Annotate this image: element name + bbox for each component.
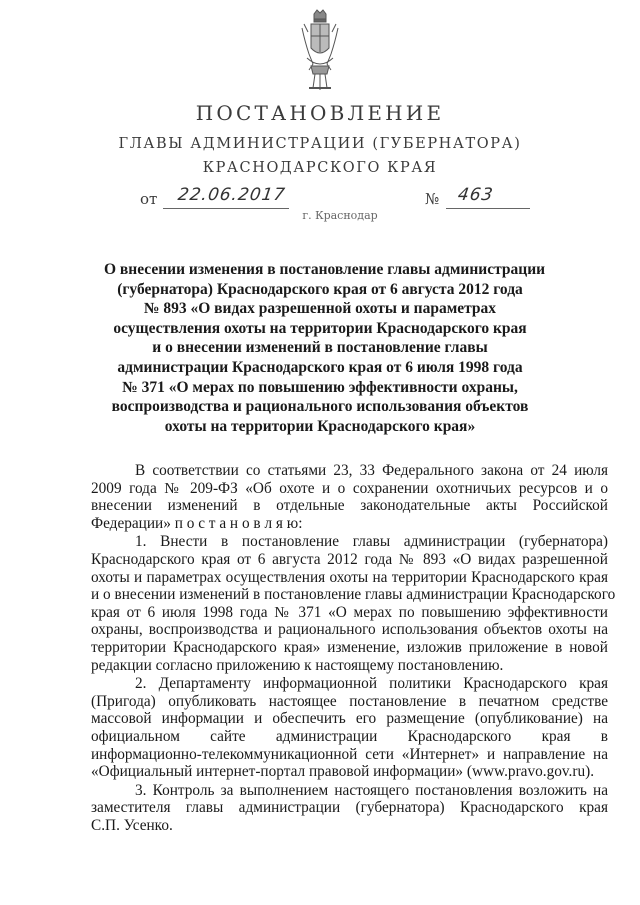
body-line: редакции согласно приложению к настоящему постановлению. (91, 656, 504, 674)
body-line: Федерации» п о с т а н о в л я ю: (91, 514, 303, 532)
body-line: 2. Департаменту информационной политики Краснодарского края (135, 675, 608, 693)
body-line: заместителя главы администрации (губернатора) Краснодарского края (91, 799, 608, 817)
document-body (91, 462, 616, 834)
body-line: территории Краснодарского края» изменение, изложив приложение в новой (91, 638, 608, 656)
body-line: В соответствии со статьями 23, 33 Федерального закона от 24 июля (135, 462, 608, 479)
title-line: осуществления охоты на территории Краснодарского края (113, 319, 527, 337)
title-line: и о внесении изменений в постановление главы (152, 339, 488, 357)
issuer-heading: ГЛАВЫ АДМИНИСТРАЦИИ (ГУБЕРНАТОРА) (118, 136, 522, 152)
number-label: № (425, 190, 440, 208)
body-line: края от 6 июля 1998 года № 371 «О мерах по повышению эффективности (91, 603, 608, 621)
body-line: 1. Внести в постановление главы администрации (губернатора) (135, 533, 608, 551)
body-line: 2009 года № 209-ФЗ «Об охоте и о сохранении охотничьих ресурсов и о (91, 479, 608, 497)
body-line: массовой информации и обеспечить его размещение (опубликование) на (91, 710, 608, 728)
body-line: информационно-телекоммуникационной сети «Интернет» и направление на (91, 745, 608, 763)
title-line: О внесении изменения в постановление главы администрации (104, 261, 546, 278)
title-line: № 893 «О видах разрешенной охоты и параметрах (143, 300, 497, 318)
body-line: охраны, воспроизводства и рационального использования объектов охоты на (91, 621, 608, 639)
title-line: (губернатора) Краснодарского края от 6 августа 2012 года (117, 280, 523, 298)
city-label: г. Краснодар (302, 209, 378, 222)
number-value: 463 (456, 185, 495, 205)
doc-type-heading: ПОСТАНОВЛЕНИЕ (195, 101, 445, 125)
body-line: (Пригода) опубликовать настоящее постановление в печатном средстве (91, 692, 608, 710)
body-line: С.П. Усенко. (91, 816, 173, 834)
body-line: охоты и параметрах осуществления охоты на территории Краснодарского края (91, 568, 608, 586)
region-heading: КРАСНОДАРСКОГО КРАЯ (202, 160, 438, 176)
coat-of-arms-icon (297, 8, 343, 96)
document-title (104, 260, 546, 436)
body-line: официальном сайте администрации Краснодарского края в (91, 727, 608, 745)
date-label: от (140, 190, 158, 208)
body-line: «Официальный интернет-портал правовой информации» (www.pravo.gov.ru). (91, 763, 595, 781)
title-line: № 371 «О мерах по повышению эффективности охраны, (122, 378, 518, 396)
body-line: и о внесении изменений в постановление главы администрации Краснодарского (91, 586, 616, 604)
date-number-row (0, 184, 640, 212)
body-line: 3. Контроль за выполнением настоящего постановления возложить на (135, 781, 608, 799)
title-line: воспроизводства и рационального использования объектов (111, 398, 529, 416)
title-line: охоты на территории Краснодарского края» (164, 417, 476, 435)
body-line: Краснодарского края от 6 августа 2012 года № 893 «О видах разрешенной (91, 550, 608, 568)
title-line: администрации Краснодарского края от 6 июля 1998 года (117, 358, 523, 376)
body-line: внесении изменений в отдельные законодательные акты Российской (91, 497, 608, 515)
date-value: 22.06.2017 (176, 185, 287, 205)
